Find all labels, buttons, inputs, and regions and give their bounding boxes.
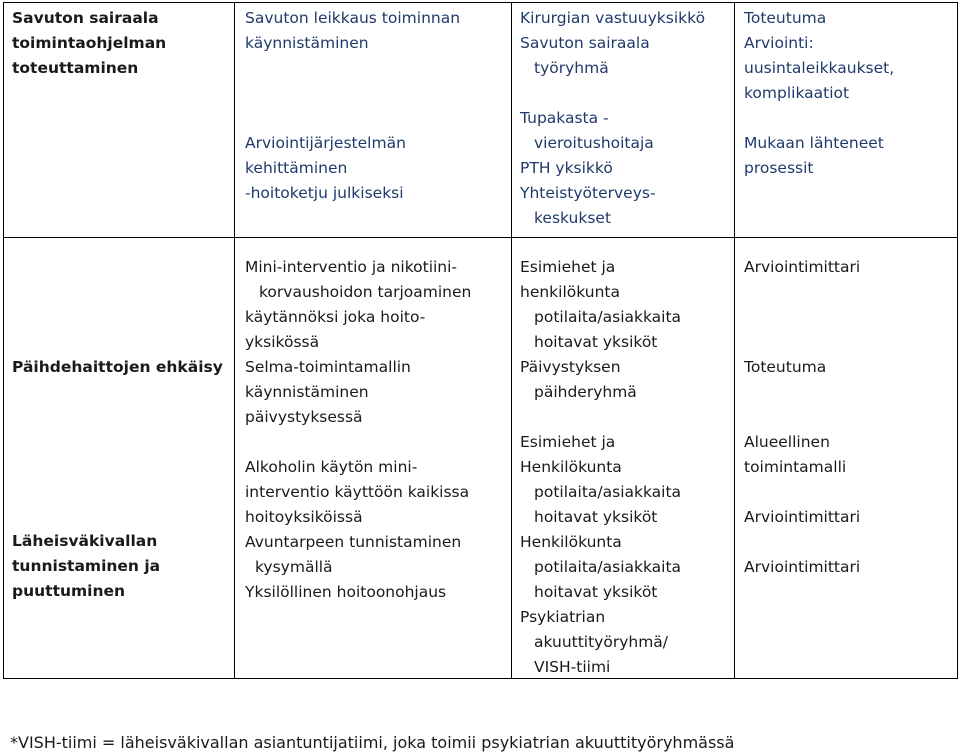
row2-responsible: Esimiehet ja henkilökunta potilaita/asiakkaita hoitavat yksiköt Päivystyksen päihderyhmä Esimiehet ja Henkilökunta potilaita/asiakkaita hoitavat yksiköt Henkilökunta potilaita/asiakkaita hoitavat yksiköt Psykiatrian akuuttityöryhmä/ VISH-tiimi	[520, 258, 682, 676]
table-border-right	[957, 2, 958, 679]
row1-action-evaluation: Arviointijärjestelmän kehittäminen -hoitoketju julkiseksi	[245, 134, 406, 202]
row1-action-startup: Savuton leikkaus toiminnan käynnistäminen	[245, 9, 461, 52]
row2-target-substance-harm: Päihdehaittojen ehkäisy	[12, 358, 223, 376]
row2-evaluation-model: Alueellinen toimintamalli	[744, 433, 847, 476]
row2-evaluation-metric-2: Arviointimittari	[744, 508, 861, 526]
row1-evaluation-metrics: Toteutuma Arviointi: uusintaleikkaukset, komplikaatiot	[744, 9, 895, 102]
table-col-divider-1	[234, 2, 235, 679]
footnote: *VISH-tiimi = läheisväkivallan asiantuntijatiimi, joka toimii psykiatrian akuuttityöryhmässä	[10, 733, 735, 752]
row1-evaluation-processes: Mukaan lähteneet prosessit	[744, 134, 884, 177]
row2-evaluation-metric-1: Arviointimittari	[744, 258, 861, 276]
table-border-left	[3, 2, 4, 679]
row1-responsible-unit: Kirurgian vastuuyksikkö Savuton sairaala työryhmä	[520, 9, 706, 77]
table-col-divider-2	[511, 2, 512, 679]
row2-evaluation-metric-3: Arviointimittari	[744, 558, 861, 576]
table-col-divider-3	[734, 2, 735, 679]
row2-evaluation-outcome: Toteutuma	[744, 358, 827, 376]
table-row-divider	[3, 237, 958, 238]
row2-target-domestic-violence: Läheisväkivallan tunnistaminen ja puuttuminen	[12, 532, 161, 600]
row2-actions: Mini-interventio ja nikotiini- korvaushoidon tarjoaminen käytännöksi joka hoito- yksikössä Selma-toimintamallin käynnistäminen päivystyksessä Alkoholin käytön mini- interventio käyttöön kaikissa hoitoyksiköissä Avuntarpeen tunnistaminen kysymällä Yksilöllinen hoitoonohjaus	[245, 258, 472, 601]
table-border-bottom	[3, 678, 958, 679]
table-border-top	[3, 2, 958, 3]
row1-responsible-partners: Tupakasta - vieroitushoitaja PTH yksikkö Yhteistyöterveys- keskukset	[520, 109, 656, 227]
row1-target-cell: Savuton sairaala toimintaohjelman toteuttaminen	[12, 9, 167, 77]
